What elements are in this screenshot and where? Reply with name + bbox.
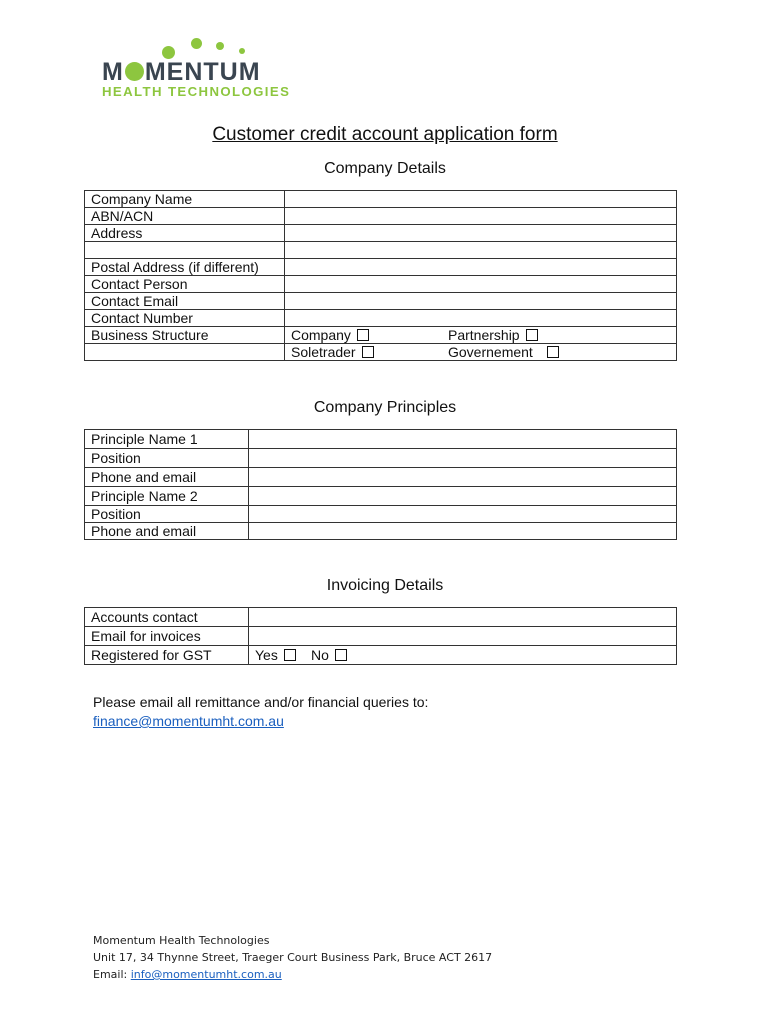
option-label: Yes [255,647,278,663]
table-row [85,449,677,468]
position-2-field[interactable] [249,506,677,523]
table-row [85,259,677,276]
logo-dot-small [216,42,224,50]
footer-address: Unit 17, 34 Thynne Street, Traeger Court Business Park, Bruce ACT 2617 [93,951,493,964]
logo-subtitle: HEALTH TECHNOLOGIES [102,84,291,99]
table-row [85,506,677,523]
invoicing-details-heading: Invoicing Details [326,577,444,594]
table-row [85,327,677,344]
checkbox-icon[interactable] [335,649,347,661]
footer-company: Momentum Health Technologies [93,934,270,947]
footer-email-link[interactable]: info@momentumht.com.au [130,968,282,981]
row-label: Position [85,449,249,468]
row-label: Email for invoices [85,627,249,646]
contact-email-field[interactable] [285,293,677,310]
table-row [85,523,677,540]
company-details-table [84,190,677,361]
row-label: Principle Name 1 [85,430,249,449]
table-row [85,276,677,293]
principle-name-1-field[interactable] [249,430,677,449]
logo-dot-tiny [239,48,245,54]
row-label: Contact Email [85,293,285,310]
row-label: ABN/ACN [85,208,285,225]
abn-acn-field[interactable] [285,208,677,225]
principle-name-2-field[interactable] [249,487,677,506]
phone-email-2-field[interactable] [249,523,677,540]
contact-person-field[interactable] [285,276,677,293]
address-field[interactable] [285,225,677,242]
table-row [85,310,677,327]
address-field-line-2[interactable] [285,242,677,259]
logo-o-circle [125,62,144,81]
logo-word-right: MENTUM [144,58,261,86]
row-label: Postal Address (if different) [85,259,285,276]
logo-wordmark [102,58,261,87]
contact-number-field[interactable] [285,310,677,327]
row-label: Address [85,225,285,242]
finance-email-link[interactable]: finance@momentumht.com.au [93,713,284,729]
company-principles-table [84,429,677,540]
accounts-contact-field[interactable] [249,608,677,627]
invoicing-details-table [84,607,677,665]
table-row [85,208,677,225]
form-title: Customer credit account application form [212,124,558,145]
table-row [85,646,677,665]
row-label: Position [85,506,249,523]
table-row [85,627,677,646]
logo-dot-medium [191,38,202,49]
option-label: No [311,647,329,663]
option-gst-no[interactable] [311,647,347,663]
option-label: Partnership [448,327,520,343]
remittance-note [93,693,428,731]
checkbox-icon[interactable] [284,649,296,661]
option-gst-yes[interactable] [255,647,311,663]
row-label: Principle Name 2 [85,487,249,506]
row-label: Contact Number [85,310,285,327]
business-structure-row-2 [285,344,677,361]
company-details-heading: Company Details [324,160,446,177]
table-row [85,430,677,449]
option-label: Governement [448,344,533,360]
table-row [85,344,677,361]
row-label-empty [85,344,285,361]
option-government[interactable] [448,344,559,360]
row-label: Business Structure [85,327,285,344]
footer-email-line [93,966,492,983]
checkbox-icon[interactable] [357,329,369,341]
table-row [85,191,677,208]
checkbox-icon[interactable] [526,329,538,341]
row-label: Phone and email [85,468,249,487]
table-row [85,225,677,242]
note-text: Please email all remittance and/or financial queries to: [93,694,429,710]
email-invoices-field[interactable] [249,627,677,646]
row-label: Accounts contact [85,608,249,627]
row-label [85,242,285,259]
row-label: Contact Person [85,276,285,293]
business-structure-row-1 [285,327,677,344]
option-company[interactable] [291,327,448,343]
footer-email-label: Email: [93,968,131,981]
company-name-field[interactable] [285,191,677,208]
table-row [85,608,677,627]
company-logo [100,36,315,102]
phone-email-1-field[interactable] [249,468,677,487]
row-label: Company Name [85,191,285,208]
gst-options [249,646,677,665]
table-row [85,293,677,310]
option-label: Soletrader [291,344,356,360]
logo-word-left: M [102,58,124,86]
table-row [85,487,677,506]
company-principles-heading: Company Principles [313,399,457,416]
checkbox-icon[interactable] [362,346,374,358]
postal-address-field[interactable] [285,259,677,276]
position-1-field[interactable] [249,449,677,468]
row-label: Registered for GST [85,646,249,665]
option-soletrader[interactable] [291,344,448,360]
option-partnership[interactable] [448,327,538,343]
table-row [85,468,677,487]
footer [93,932,492,983]
option-label: Company [291,327,351,343]
checkbox-icon[interactable] [547,346,559,358]
table-row [85,242,677,259]
row-label: Phone and email [85,523,249,540]
